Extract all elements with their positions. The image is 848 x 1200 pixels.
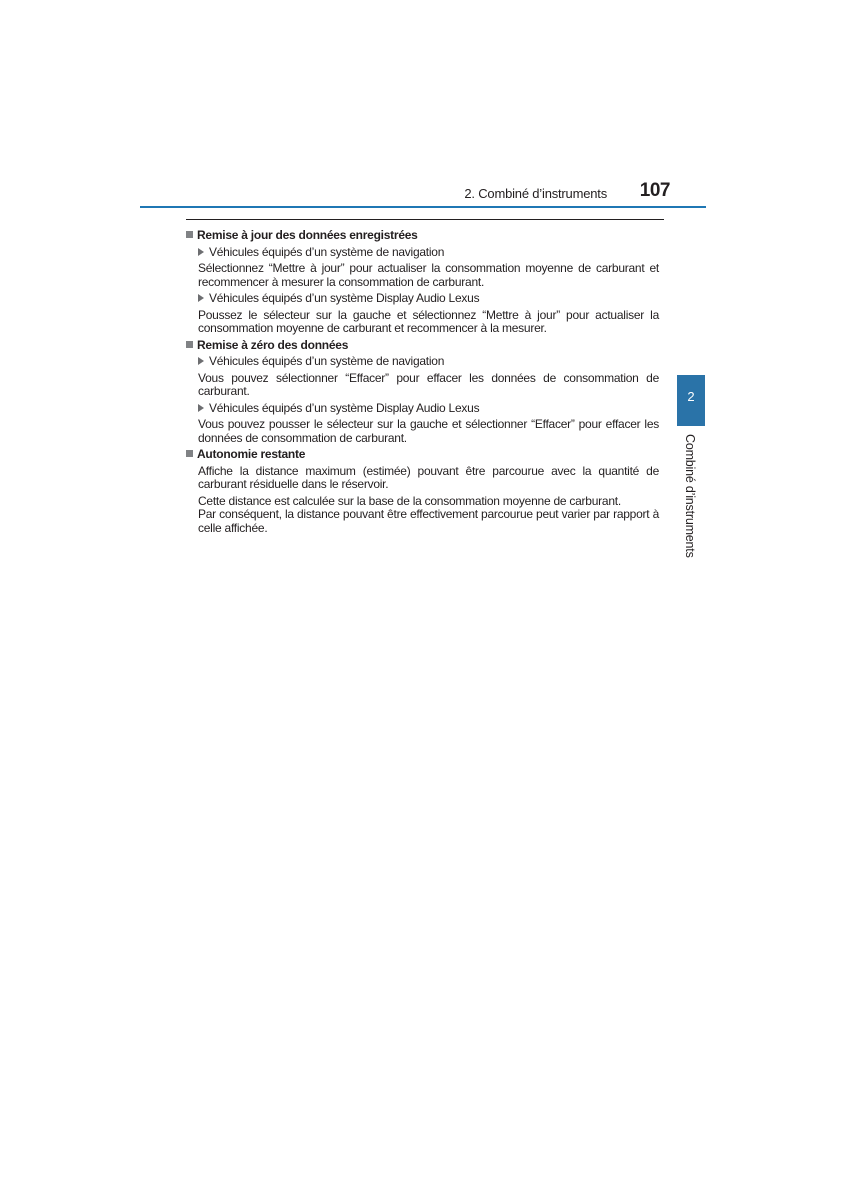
square-bullet-icon bbox=[186, 231, 193, 238]
paragraph: Affiche la distance maximum (estimée) pouvant être parcourue avec la quantité de carburant résiduelle dans le réservoir. bbox=[198, 463, 659, 491]
content-rule bbox=[186, 219, 664, 220]
triangle-bullet-icon bbox=[198, 357, 204, 365]
paragraph: Cette distance est calculée sur la base de la consommation moyenne de carburant. bbox=[198, 493, 621, 508]
condition-line bbox=[186, 355, 659, 369]
condition-text: Véhicules équipés d’un système Display Audio Lexus bbox=[209, 291, 480, 305]
paragraph: Vous pouvez sélectionner “Effacer” pour effacer les données de consommation de carburant. bbox=[198, 370, 659, 398]
condition-text: Véhicules équipés d’un système Display Audio Lexus bbox=[209, 400, 480, 415]
condition-line bbox=[186, 246, 659, 260]
square-bullet-icon bbox=[186, 450, 193, 457]
triangle-bullet-icon bbox=[198, 294, 204, 302]
condition-text: Véhicules équipés d’un système de navigation bbox=[209, 244, 445, 259]
section-heading bbox=[186, 339, 659, 353]
running-header-title: 2. Combiné d’instruments bbox=[464, 186, 607, 201]
condition-text: Véhicules équipés d’un système de navigation bbox=[209, 354, 445, 368]
section-heading-text: Remise à zéro des données bbox=[197, 337, 349, 352]
paragraph: Par conséquent, la distance pouvant être effectivement parcourue peut varier par rapport à celle affichée. bbox=[198, 507, 659, 535]
section-heading-text: Remise à jour des données enregistrées bbox=[197, 228, 418, 242]
paragraph: Sélectionnez “Mettre à jour” pour actualiser la consommation moyenne de carburant et recommencer à mesurer la consommation de carburant. bbox=[198, 261, 659, 289]
condition-line bbox=[186, 402, 659, 416]
page-number: 107 bbox=[639, 180, 670, 201]
paragraph: Poussez le sélecteur sur la gauche et sélectionnez “Mettre à jour” pour actualiser la consommation moyenne de carburant et recommencer à la mesurer. bbox=[198, 307, 659, 335]
section-heading bbox=[186, 448, 659, 462]
section-heading bbox=[186, 229, 659, 243]
chapter-side-label: Combiné d’instruments bbox=[683, 434, 697, 558]
condition-line bbox=[186, 292, 659, 306]
page-content bbox=[186, 228, 659, 538]
triangle-bullet-icon bbox=[198, 404, 204, 412]
header-rule bbox=[140, 206, 706, 208]
paragraph: Vous pouvez pousser le sélecteur sur la gauche et sélectionner “Effacer” pour effacer les données de consommation de carburant. bbox=[198, 417, 659, 445]
square-bullet-icon bbox=[186, 341, 193, 348]
section-heading-text: Autonomie restante bbox=[197, 447, 306, 461]
triangle-bullet-icon bbox=[198, 248, 204, 256]
chapter-tab[interactable]: 2 bbox=[677, 375, 705, 426]
